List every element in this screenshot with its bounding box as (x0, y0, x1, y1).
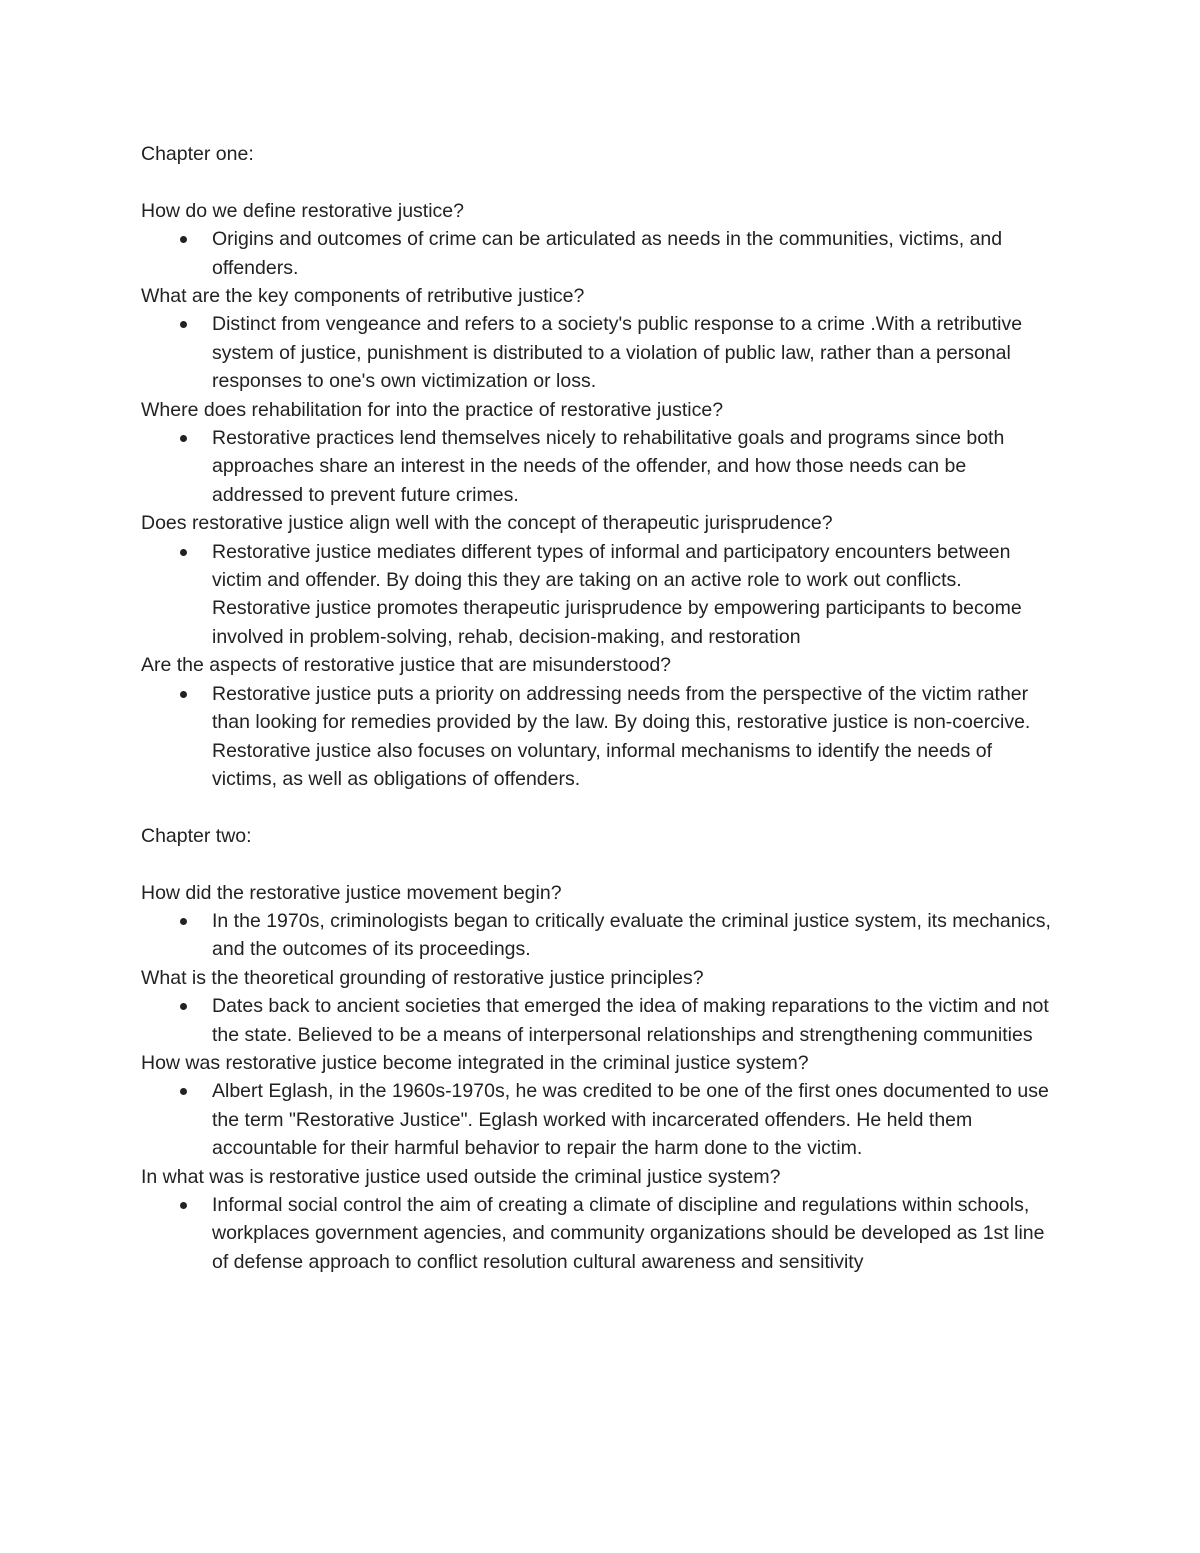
list-item (141, 1077, 1061, 1162)
list-item (141, 424, 1061, 509)
blank-line (141, 168, 1061, 196)
blank-line (141, 850, 1061, 878)
list-item (141, 680, 1061, 794)
question: Are the aspects of restorative justice that are misunderstood? (141, 654, 672, 677)
answer-text: Informal social control the aim of creating a climate of discipline and regulations within schools, workplaces government agencies, and community organizations should be developed as 1st line of defense approach to conflict resolution cultural awareness and sensitivity (212, 1193, 1045, 1273)
answer-list (141, 225, 1061, 282)
answer-text: Albert Eglash, in the 1960s-1970s, he was credited to be one of the first ones documented to use the term "Restorative Justice". Eglash worked with incarcerated offenders. He held them accountable for their harmful behavior to repair the harm done to the victim. (212, 1080, 1049, 1160)
document-body (141, 140, 1061, 1276)
bullet-icon (180, 321, 187, 328)
answer-text: Distinct from vengeance and refers to a society's public response to a crime .With a retributive system of justice, punishment is distributed to a violation of public law, rather than a personal responses to one's own victimization or loss. (212, 313, 1023, 393)
list-item (141, 225, 1061, 282)
list-item (141, 907, 1061, 964)
chapter-two-section (141, 822, 1061, 1276)
answer-list (141, 424, 1061, 509)
chapter-heading: Chapter one: (141, 143, 254, 165)
question: What is the theoretical grounding of restorative justice principles? (141, 966, 704, 989)
question: Does restorative justice align well with the concept of therapeutic jurisprudence? (141, 512, 833, 535)
bullet-icon (180, 1003, 187, 1010)
question: How do we define restorative justice? (141, 199, 464, 222)
chapter-heading: Chapter two: (141, 824, 252, 847)
answer-list (141, 680, 1061, 794)
answer-text: Restorative justice puts a priority on addressing needs from the perspective of the victim rather than looking for remedies provided by the law. By doing this, restorative justice is non-coercive. Restorative justice also focuses on voluntary, informal mechanisms to identify the needs of victims, as well as obligations of offenders. (212, 682, 1031, 790)
answer-list (141, 538, 1061, 652)
bullet-icon (180, 549, 187, 556)
answer-list (141, 992, 1061, 1049)
answer-text: Origins and outcomes of crime can be articulated as needs in the communities, victims, and offenders. (212, 228, 1003, 279)
answer-text: Dates back to ancient societies that emerged the idea of making reparations to the victim and not the state. Believed to be a means of interpersonal relationships and strengthening communities (212, 995, 1049, 1046)
chapter-one-section (141, 140, 1061, 793)
answer-list (141, 907, 1061, 964)
bullet-icon (180, 918, 187, 925)
question: Where does rehabilitation for into the practice of restorative justice? (141, 398, 724, 421)
list-item (141, 538, 1061, 652)
bullet-icon (180, 691, 187, 698)
list-item (141, 1191, 1061, 1276)
answer-list (141, 1077, 1061, 1162)
bullet-icon (180, 1088, 187, 1095)
bullet-icon (180, 1202, 187, 1209)
bullet-icon (180, 435, 187, 442)
answer-list (141, 1191, 1061, 1276)
question: What are the key components of retributive justice? (141, 285, 585, 308)
question: How did the restorative justice movement begin? (141, 881, 562, 904)
bullet-icon (180, 236, 187, 243)
answer-text: In the 1970s, criminologists began to critically evaluate the criminal justice system, its mechanics, and the outcomes of its proceedings. (212, 909, 1051, 961)
question: How was restorative justice become integrated in the criminal justice system? (141, 1051, 809, 1074)
answer-list (141, 310, 1061, 395)
list-item (141, 310, 1061, 395)
answer-text: Restorative practices lend themselves nicely to rehabilitative goals and programs since both approaches share an interest in the needs of the offender, and how those needs can be addressed to prevent future crimes. (212, 427, 1005, 506)
question: In what was is restorative justice used outside the criminal justice system? (141, 1165, 781, 1188)
list-item (141, 992, 1061, 1049)
answer-text: Restorative justice mediates different types of informal and participatory encounters between victim and offender. By doing this they are taking on an active role to work out conflicts. Restorative justice promotes therapeutic jurisprudence by empowering participants to become involved in problem-solving, rehab, decision-making, and restoration (212, 540, 1022, 648)
